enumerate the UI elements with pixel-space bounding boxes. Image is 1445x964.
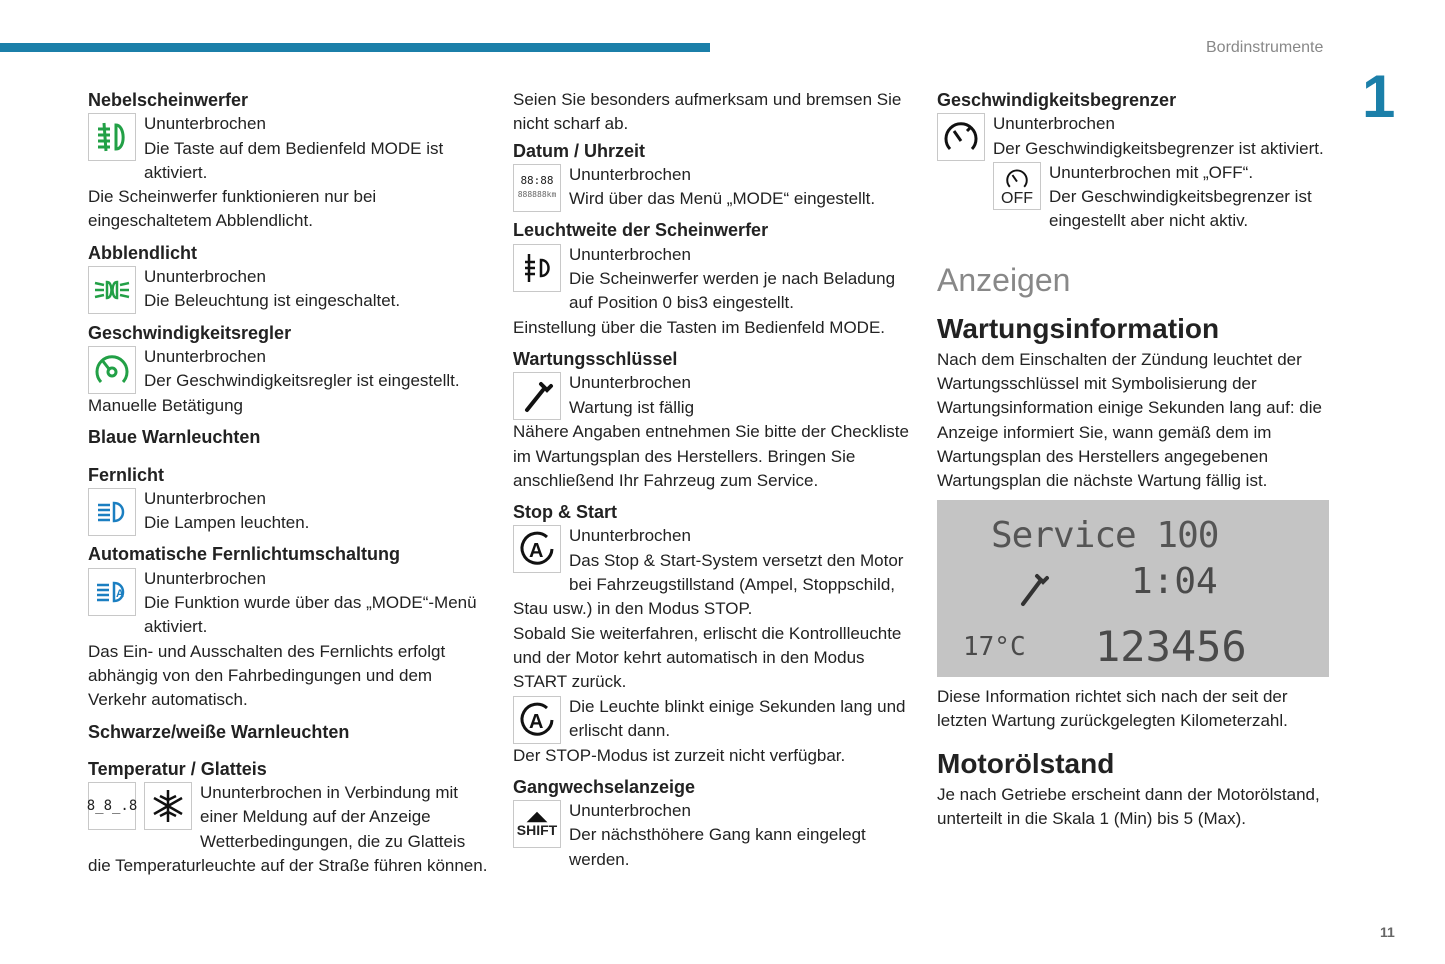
section-title: Gangwechselanzeige: [513, 776, 696, 797]
temperature-display-icon: 8̲8̲.8: [88, 782, 136, 830]
section-wartungsschluessel: Ununterbrochen Wartung ist fällig Nähere Angaben entnehmen Sie bitte der Checkliste im Wartungsplan des Herstellers. Bringen Sie anschließend Ihr Fahrzeug zum Service.: [513, 373, 909, 490]
section-title: Geschwindigkeitsregler: [88, 322, 292, 343]
wrench-icon: [1017, 570, 1051, 610]
svg-text:A: A: [529, 540, 544, 563]
svg-text:A: A: [529, 710, 544, 733]
service-display-image: Service 100 1:04 17°C 123456: [937, 500, 1329, 677]
section-title: Blaue Warnleuchten: [88, 427, 261, 448]
section-leuchtweite: Ununterbrochen Die Scheinwerfer werden je nach Beladung auf Position 0 bis3 eingestellt. Einstellung über die Tasten im Bedienfeld MODE.: [513, 244, 896, 337]
section-geschwindigkeitsregler: Ununterbrochen Der Geschwindigkeitsregler ist eingestellt. Manuelle Betätigung: [88, 346, 460, 415]
speed-limiter-off-icon: OFF: [993, 162, 1041, 210]
dipped-beam-icon: [88, 266, 136, 314]
header-accent-bar: [0, 43, 710, 52]
section-title: Abblendlicht: [88, 242, 197, 263]
section-nebelscheinwerfer: Ununterbrochen Die Taste auf dem Bedienfeld MODE ist aktiviert. Die Scheinwerfer funktionieren nur bei eingeschaltetem Abblendlicht.: [88, 114, 444, 231]
section-stop-start: A Ununterbrochen Das Stop & Start-System versetzt den Motor bei Fahrzeugstillstand (Ampel, Stoppschild, Stau usw.) in den Modus STOP. Sobald Sie weiterfahren, erlischt die Kontrollleuchte und der Motor kehrt automatisch in den Modus START zurück. A Die Leuchte blinkt einige Sekunden lang und erlischt dann. Der STOP-Modus ist zurzeit nicht verfügbar.: [513, 526, 906, 765]
stop-start-icon: [513, 525, 561, 573]
section-abblendlicht: Ununterbrochen Die Beleuchtung ist eingeschaltet.: [88, 265, 488, 314]
heading-motoroelstand: Motorölstand: [937, 748, 1115, 780]
column-3: Geschwindigkeitsbegrenzer Ununterbrochen Der Geschwindigkeitsbegrenzer ist aktiviert. OFF Ununterbrochen mit „OFF“. Der Geschwindigkeitsbegrenzer ist eingestellt aber nicht aktiv. Anzeigen Wartungsinformation Nach dem Einschalten der Zündung leuchtet der Wartungsschlüssel mit Symbolisierung der Wartungsinformation einige Sekunden lang auf: die Anzeige informiert Sie, wann gemäß dem im Wartungsplan des Herstellers angegebenen Wartungsplan die nächste Wartung fällig ist. Service 100 1:04 17°C 123456 Diese Information richtet sich nach der seit der letzten Wartung zurückgelegten Kilometerzahl. Motorölstand Je nach Getriebe erscheint dann der Motorölstand, unterteilt in die Skala 1 (Min) bis 5 (Max).: [937, 88, 1333, 832]
section-temperatur: 8̲8̲.8 Ununterbrochen in Verbindung mit einer Meldung auf der Anzeige Wetterbedingungen, die zu Glatteis die Temperaturleuchte auf der Straße führen können.: [86, 783, 488, 876]
shift-indicator-icon: SHIFT: [513, 800, 561, 848]
stop-start-blinking-icon: [513, 696, 561, 744]
auto-main-beam-icon: [88, 568, 136, 616]
svg-text:A: A: [116, 587, 124, 600]
section-title: Automatische Fernlichtumschaltung: [88, 544, 401, 565]
section-title: Datum / Uhrzeit: [513, 140, 646, 161]
section-title: Fernlicht: [88, 464, 165, 485]
column-1: [88, 88, 488, 878]
section-auto-fernlicht: A Ununterbrochen Die Funktion wurde über das „MODE“-Menü aktiviert. Das Ein- und Ausschalten des Fernlichts erfolgt abhängig von den Fahrbedingungen und dem Verkehr automatisch.: [88, 568, 477, 710]
main-beam-icon: [88, 488, 136, 536]
snowflake-icon: [144, 782, 192, 830]
cruise-control-icon: [88, 346, 136, 394]
section-title: Stop & Start: [513, 502, 618, 523]
section-title: Temperatur / Glatteis: [88, 758, 267, 779]
chapter-number: 1: [1362, 63, 1396, 130]
page-number: 11: [1380, 924, 1395, 940]
heading-wartungsinformation: Wartungsinformation: [937, 312, 1220, 344]
section-title: Schwarze/weiße Warnleuchten: [88, 721, 350, 742]
section-gangwechsel: SHIFT Ununterbrochen Der nächsthöhere Gang kann eingelegt werden.: [513, 799, 913, 872]
wrench-icon: [513, 372, 561, 420]
section-title: Nebelscheinwerfer: [88, 90, 249, 110]
section-title: Wartungsschlüssel: [513, 348, 678, 369]
chapter-title: Bordinstrumente: [1206, 39, 1324, 56]
front-fog-light-icon: [88, 113, 136, 161]
section-title: Geschwindigkeitsbegrenzer: [937, 90, 1177, 110]
section-title: Leuchtweite der Scheinwerfer: [513, 220, 769, 241]
clock-display-icon: 88:88 888888km: [513, 164, 561, 212]
speed-limiter-icon: [937, 113, 985, 161]
section-datum: 88:88 888888km Ununterbrochen Wird über das Menü „MODE“ eingestellt.: [513, 163, 913, 212]
heading-anzeigen: Anzeigen: [937, 261, 1071, 298]
section-fernlicht: Ununterbrochen Die Lampen leuchten.: [88, 487, 488, 536]
headlamp-levelling-icon: [513, 244, 561, 292]
section-begrenzer: Ununterbrochen Der Geschwindigkeitsbegrenzer ist aktiviert. OFF Ununterbrochen mit „OFF“. Der Geschwindigkeitsbegrenzer ist eingestellt aber nicht aktiv.: [937, 112, 1333, 233]
column-2: Seien Sie besonders aufmerksam und bremsen Sie nicht scharf ab. Datum / Uhrzeit 88:88 888888km Ununterbrochen Wird über das Menü „MODE“ eingestellt. Leuchtweite der Scheinwerfer Ununterbrochen Die Scheinwerfer werden je nach Beladung auf Position 0 bis3 eingestellt. Einstellung über die Tasten im Bedienfeld MODE. Wartungsschlüssel Ununterbrochen Wartung ist fällig Nähere Angaben entnehmen Sie bitte der Checkliste im Wartungsplan des Herstellers. Bringen Sie anschließend Ihr Fahrzeug zum Service. Stop & Start A Ununterbrochen Das Stop & Start-System versetzt den Motor bei Fahrzeugstillstand (Ampel, Stoppschild, Stau usw.) in den Modus STOP. Sobald Sie weiterfahren, erlischt die Kontrollleuchte und der Motor kehrt automatisch in den Modus START zurück. A Die Leuchte blinkt einige Sekunden lang und erlischt dann. Der STOP-Modus ist zurzeit nicht verfügbar. Gangwechselanzeige SHIFT Ununterbrochen Der nächsthöhere Gang kann eingelegt werden.: [513, 88, 913, 872]
